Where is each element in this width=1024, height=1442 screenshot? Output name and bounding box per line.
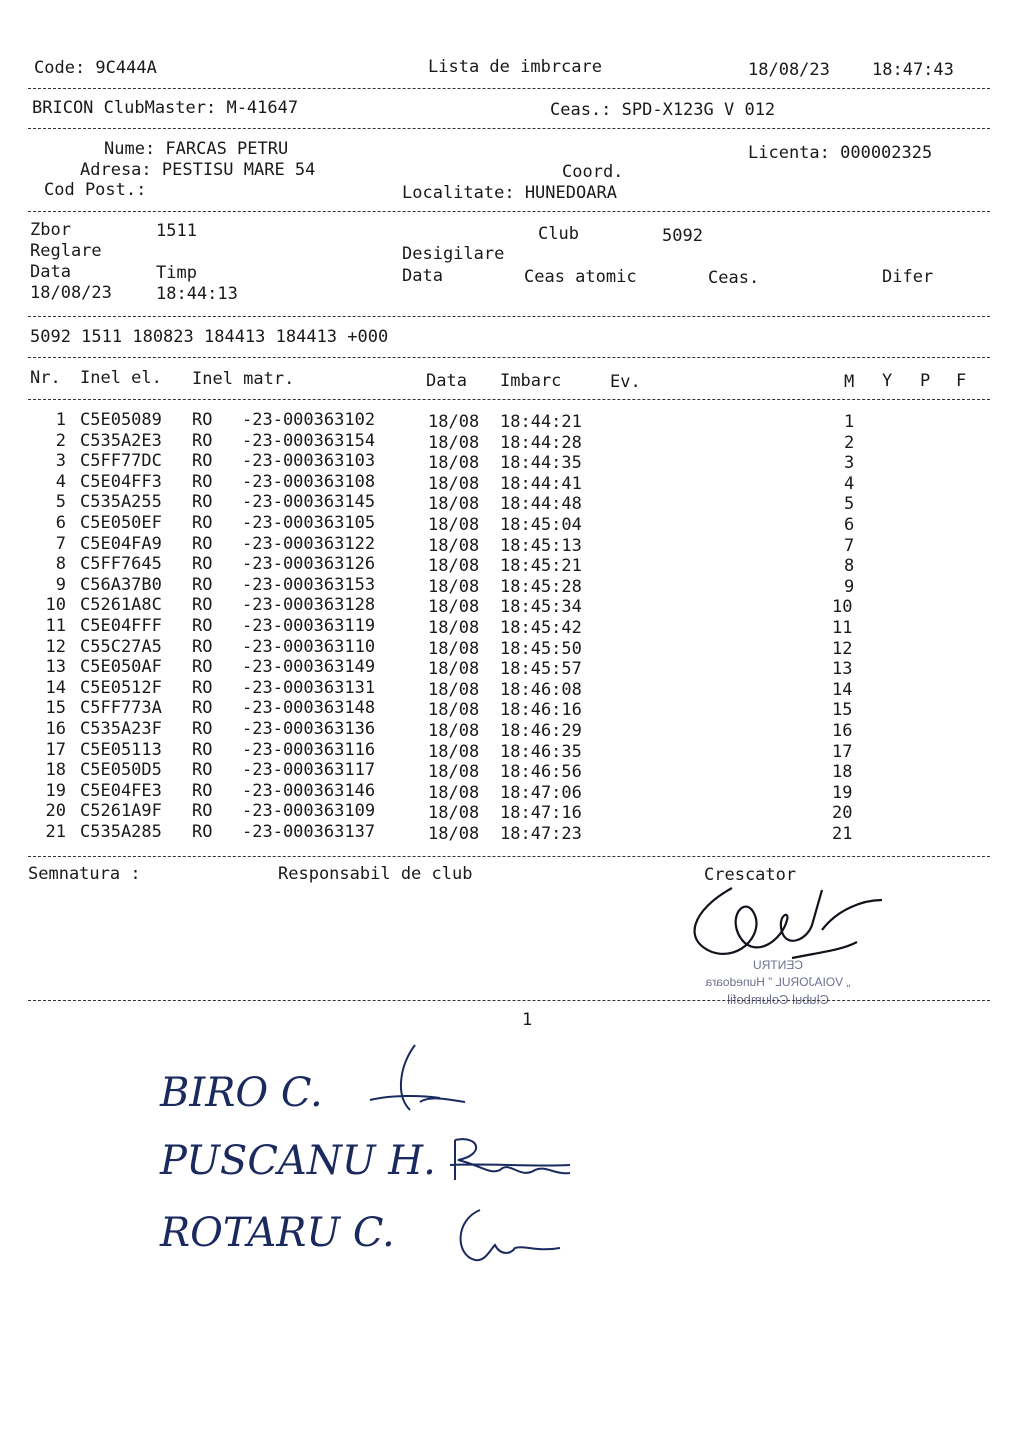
table-row [0,618,1024,638]
flight-number: 1511 [156,221,197,241]
breeder-signature [672,870,902,980]
difference-label: Difer [882,267,934,287]
registration-ring: -23-000363128 [242,595,376,616]
table-row [0,556,1024,576]
basketing-time: 18:47:06 [500,782,582,803]
handwritten-signature [360,1040,480,1120]
table-row [0,494,1024,514]
registration-ring: -23-000363126 [242,554,376,575]
ring-country: RO [192,677,213,698]
registration-ring: -23-000363145 [242,492,376,513]
table-row [0,824,1024,844]
electronic-ring: C5E04FFF [80,616,162,636]
stamp-line: CENTRU [753,958,803,972]
ring-country: RO [192,533,213,554]
basketing-time: 18:44:41 [500,473,582,494]
registration-ring: -23-000363108 [242,471,376,492]
clock-label: Ceas. [708,268,760,288]
electronic-ring: C5FF7645 [80,554,162,575]
ring-country: RO [192,595,213,616]
position-number: 5 [844,494,855,515]
handwritten-signature [440,1125,580,1195]
table-row [0,636,1024,659]
print-time: 18:47:43 [872,60,954,80]
registration-ring: -23-000363146 [242,780,376,801]
row-number: 4 [55,471,66,492]
basketing-date: 18/08 [428,412,480,432]
registration-ring: -23-000363131 [242,677,376,698]
breeder-label: Crescator [704,865,797,885]
timp-label: Timp [156,263,197,283]
basketing-date: 18/08 [428,721,480,741]
electronic-ring: C5E050D5 [80,760,162,781]
basketing-time: 18:46:29 [500,721,582,741]
table-row [0,533,1024,556]
basketing-time: 18:45:34 [500,597,582,618]
position-number: 17 [832,741,853,762]
col-imbarc: Imbarc [500,371,562,391]
registration-ring: -23-000363136 [242,719,376,739]
stamp-line: „ VOIAJORUL ” Hunedoara [705,975,851,989]
basketing-time: 18:44:28 [500,432,582,453]
registration-ring: -23-000363122 [242,533,376,554]
registration-ring: -23-000363154 [242,430,376,451]
separator [28,1000,990,1001]
handwritten-name: ROTARU C. [160,1210,395,1256]
basketing-time: 18:44:48 [500,494,582,515]
club-master: BRICON ClubMaster: M-41647 [32,98,299,118]
table-row [0,762,1024,782]
flight-label: Zbor [30,220,71,240]
signature-label: Semnatura : [28,864,141,884]
club-label: Club [538,224,579,244]
basketing-time: 18:45:28 [500,576,582,597]
separator [28,399,990,400]
postal-code-label: Cod Post.: [44,180,147,200]
registration-ring: -23-000363149 [242,657,376,678]
ring-country: RO [192,410,213,430]
electronic-ring: C5E0512F [80,677,162,698]
registration-ring: -23-000363148 [242,698,376,719]
table-row [0,721,1024,741]
ring-country: RO [192,760,213,781]
document-code: Code: 9C444A [34,58,157,78]
electronic-ring: C5E050AF [80,657,162,678]
electronic-ring: C5E05113 [80,739,162,760]
col-nr: Nr. [30,368,61,388]
ring-country: RO [192,574,213,595]
registration-ring: -23-000363102 [242,410,376,430]
position-number: 13 [832,659,853,680]
reglare-time: 18:44:13 [156,284,238,304]
basketing-date: 18/08 [428,432,480,453]
basketing-date: 18/08 [428,700,480,721]
row-number: 17 [45,739,66,760]
col-inel-matr: Inel matr. [192,369,295,389]
basketing-time: 18:44:35 [500,453,582,474]
position-number: 7 [844,535,855,556]
coord-label: Coord. [562,162,624,182]
electronic-ring: C5FF773A [80,698,162,719]
basketing-date: 18/08 [428,556,480,577]
basketing-date: 18/08 [428,762,480,783]
page-number: 1 [522,1010,533,1030]
locality: Localitate: HUNEDOARA [402,183,617,203]
row-number: 20 [45,801,66,822]
desigilare-data-label: Data [402,266,443,286]
stamp-line: Clubul Columbofil [727,992,829,1007]
registration-ring: -23-000363103 [242,451,376,472]
separator [28,128,990,129]
separator [28,856,990,857]
registration-ring: -23-000363119 [242,616,376,636]
row-number: 5 [55,492,66,513]
table-row [0,700,1024,720]
electronic-ring: C55C27A5 [80,636,162,657]
col-y: Y [882,371,893,391]
owner-address: Adresa: PESTISU MARE 54 [80,160,316,180]
table-row [0,659,1024,679]
col-data: Data [426,371,467,391]
desigilare-label: Desigilare [402,244,505,264]
position-number: 18 [832,762,853,783]
table-row [0,739,1024,762]
basketing-date: 18/08 [428,473,480,494]
electronic-ring: C535A23F [80,719,162,739]
basketing-time: 18:47:16 [500,803,582,824]
registration-ring: -23-000363109 [242,801,376,822]
electronic-ring: C5E04FF3 [80,471,162,492]
ring-country: RO [192,513,213,533]
basketing-date: 18/08 [428,679,480,700]
row-number: 16 [45,719,66,739]
row-number: 10 [45,595,66,616]
table-row [0,597,1024,617]
col-f: F [956,371,967,391]
position-number: 4 [844,473,855,494]
separator [28,88,990,89]
basketing-date: 18/08 [428,659,480,680]
basketing-time: 18:46:35 [500,741,582,762]
basketing-date: 18/08 [428,618,480,638]
ring-country: RO [192,492,213,513]
ring-country: RO [192,698,213,719]
position-number: 10 [832,597,853,618]
row-number: 11 [45,616,66,636]
position-number: 11 [832,618,853,638]
basketing-time: 18:45:50 [500,638,582,659]
ring-country: RO [192,657,213,678]
basketing-date: 18/08 [428,824,480,844]
separator [28,316,990,317]
electronic-ring: C535A255 [80,492,162,513]
basketing-date: 18/08 [428,453,480,474]
basketing-time: 18:45:04 [500,515,582,535]
table-row [0,430,1024,453]
basketing-time: 18:45:21 [500,556,582,577]
document-title: Lista de imbrcare [428,57,602,77]
club-responsible-label: Responsabil de club [278,864,473,884]
basketing-date: 18/08 [428,535,480,556]
electronic-ring: C535A2E3 [80,430,162,451]
table-row [0,515,1024,535]
row-number: 13 [45,657,66,678]
row-number: 14 [45,677,66,698]
row-number: 9 [55,574,66,595]
position-number: 14 [832,679,853,700]
handwritten-signature [440,1200,570,1270]
electronic-ring: C56A37B0 [80,574,162,595]
table-row [0,471,1024,494]
table-row [0,574,1024,597]
position-number: 9 [844,576,855,597]
ring-country: RO [192,430,213,451]
handwritten-name: PUSCANU H. [160,1138,436,1184]
basketing-date: 18/08 [428,576,480,597]
basketing-time: 18:45:57 [500,659,582,680]
position-number: 15 [832,700,853,721]
basketing-time: 18:45:13 [500,535,582,556]
row-number: 7 [55,533,66,554]
col-ev: Ev. [610,372,641,392]
electronic-ring: C535A285 [80,822,162,842]
position-number: 21 [832,824,853,844]
electronic-ring: C5E04FA9 [80,533,162,554]
row-number: 6 [55,513,66,533]
table-row [0,453,1024,473]
position-number: 20 [832,803,853,824]
atomic-clock-label: Ceas atomic [524,267,637,287]
position-number: 6 [844,515,855,535]
basketing-date: 18/08 [428,515,480,535]
basketing-date: 18/08 [428,597,480,618]
row-number: 19 [45,780,66,801]
position-number: 19 [832,782,853,803]
electronic-ring: C5E050EF [80,513,162,533]
reglare-date: 18/08/23 [30,283,112,303]
position-number: 8 [844,556,855,577]
position-number: 1 [844,412,855,432]
clock-model: Ceas.: SPD-X123G V 012 [550,100,776,120]
ring-country: RO [192,636,213,657]
col-inel-el: Inel el. [80,368,162,388]
ring-country: RO [192,616,213,636]
table-row [0,412,1024,432]
ring-country: RO [192,554,213,575]
registration-ring: -23-000363105 [242,513,376,533]
registration-ring: -23-000363137 [242,822,376,842]
basketing-time: 18:45:42 [500,618,582,638]
row-number: 18 [45,760,66,781]
row-number: 8 [55,554,66,575]
ring-country: RO [192,801,213,822]
ring-country: RO [192,822,213,842]
row-number: 1 [55,410,66,430]
summary-line: 5092 1511 180823 184413 184413 +000 [30,327,389,347]
ring-country: RO [192,719,213,739]
ring-country: RO [192,471,213,492]
basketing-time: 18:46:56 [500,762,582,783]
position-number: 12 [832,638,853,659]
print-date: 18/08/23 [748,60,830,80]
separator [28,211,990,212]
col-p: P [920,371,931,391]
position-number: 2 [844,432,855,453]
ring-country: RO [192,780,213,801]
row-number: 2 [55,430,66,451]
ring-country: RO [192,451,213,472]
basketing-date: 18/08 [428,638,480,659]
electronic-ring: C5FF77DC [80,451,162,472]
table-row [0,803,1024,823]
owner-name: Nume: FARCAS PETRU [104,139,289,159]
row-number: 15 [45,698,66,719]
row-number: 3 [55,451,66,472]
electronic-ring: C5261A9F [80,801,162,822]
ring-country: RO [192,739,213,760]
basketing-date: 18/08 [428,803,480,824]
registration-ring: -23-000363153 [242,574,376,595]
table-row [0,677,1024,700]
registration-ring: -23-000363117 [242,760,376,781]
row-number: 21 [45,822,66,842]
basketing-time: 18:46:16 [500,700,582,721]
electronic-ring: C5E04FE3 [80,780,162,801]
registration-ring: -23-000363116 [242,739,376,760]
position-number: 16 [832,721,853,741]
basketing-date: 18/08 [428,741,480,762]
basketing-date: 18/08 [428,494,480,515]
position-number: 3 [844,453,855,474]
data-label: Data [30,262,71,282]
basketing-time: 18:44:21 [500,412,582,432]
basketing-time: 18:47:23 [500,824,582,844]
electronic-ring: C5E05089 [80,410,162,430]
row-number: 12 [45,636,66,657]
col-m: M [844,372,855,392]
separator [28,357,990,358]
electronic-ring: C5261A8C [80,595,162,616]
handwritten-name: BIRO C. [160,1070,323,1116]
basketing-date: 18/08 [428,782,480,803]
basketing-time: 18:46:08 [500,679,582,700]
license-number: Licenta: 000002325 [748,143,933,163]
table-row [0,780,1024,803]
club-number: 5092 [662,226,703,246]
reglare-label: Reglare [30,241,102,261]
registration-ring: -23-000363110 [242,636,376,657]
